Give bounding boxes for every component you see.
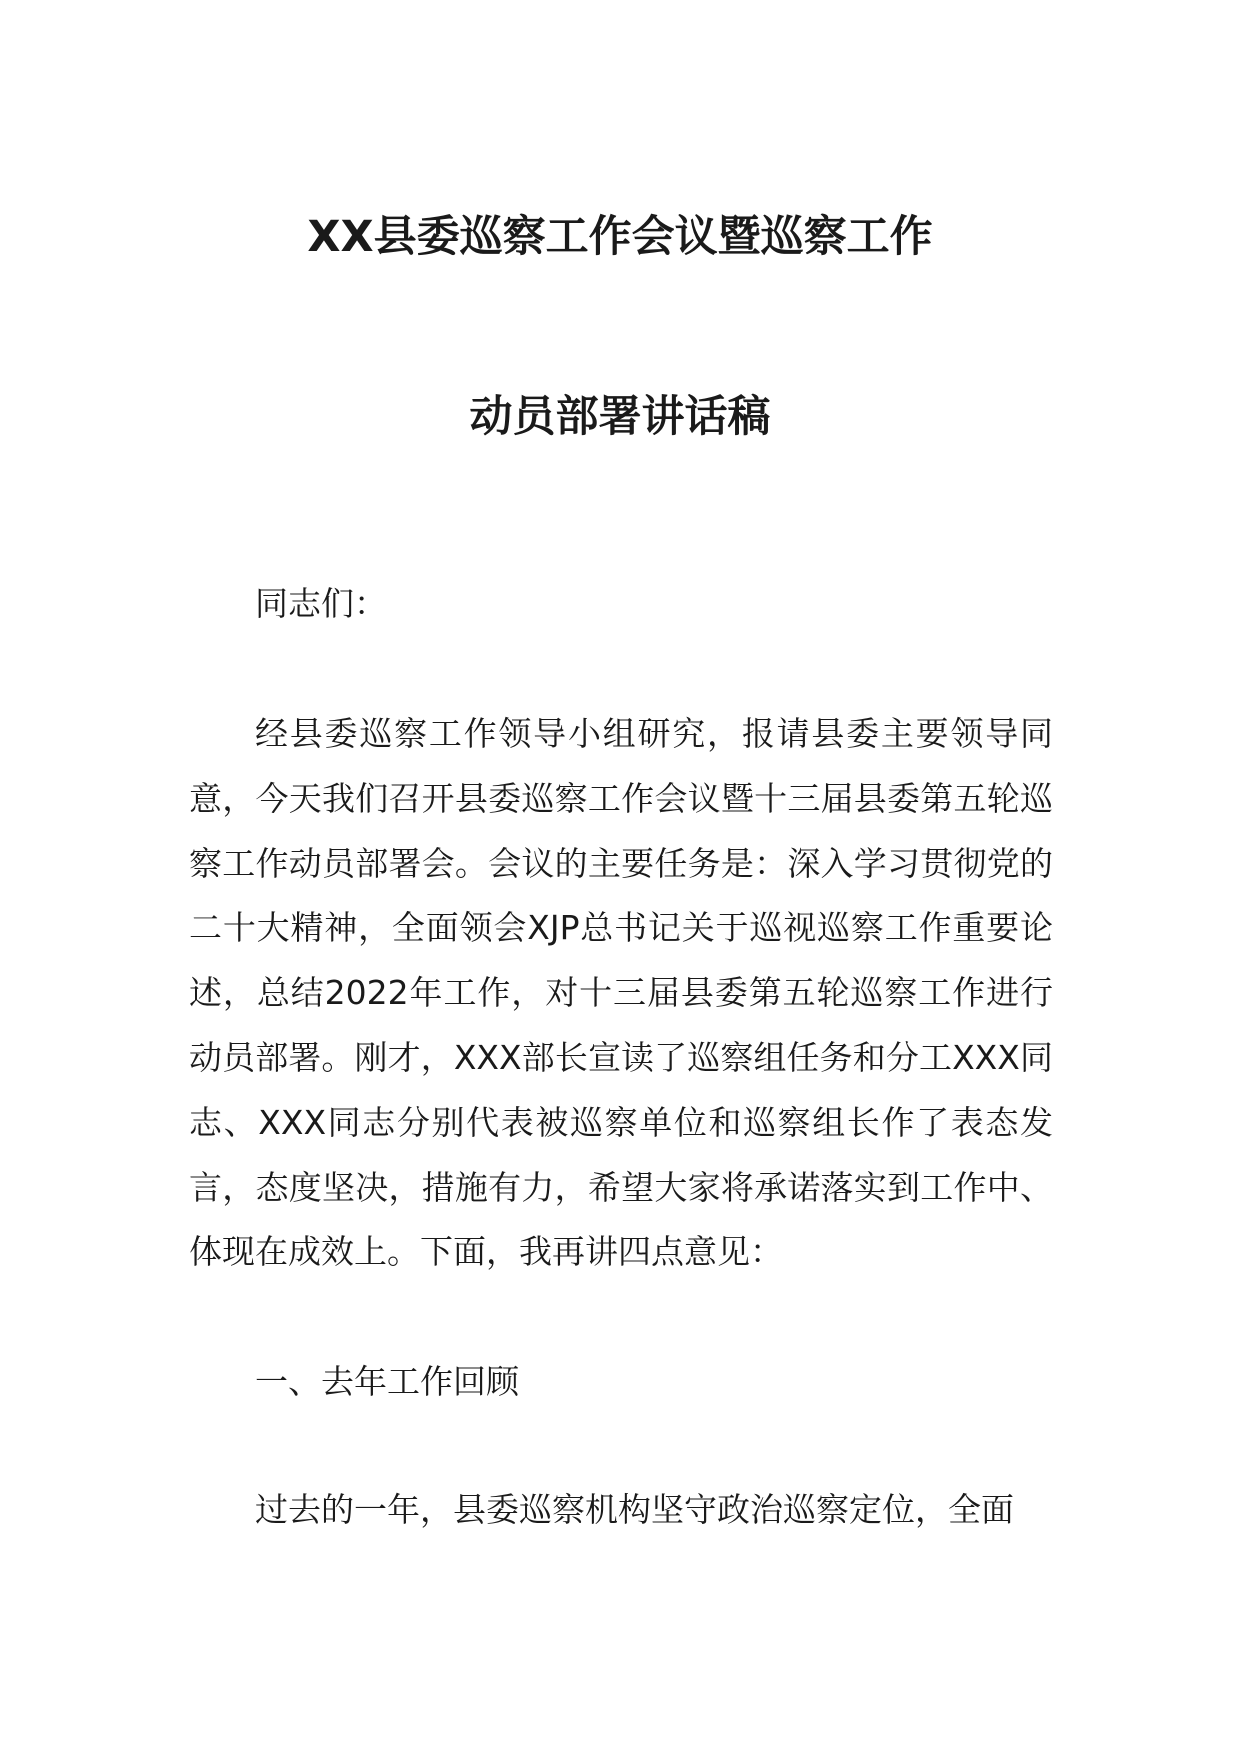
section-heading-1: 一、去年工作回顾	[255, 1362, 519, 1401]
body-paragraph-2: 过去的一年，县委巡察机构坚守政治巡察定位，全面	[255, 1490, 1014, 1529]
salutation: 同志们：	[255, 584, 387, 623]
body-paragraph-1: 经县委巡察工作领导小组研究，报请县委主要领导同意，今天我们召开县委巡察工作会议暨十三届县委第五轮巡察工作动员部署会。会议的主要任务是：深入学习贯彻党的二十大精神，全面领会XJP总书记关于巡视巡察工作重要论述，总结2022年工作，对十三届县委第五轮巡察工作进行动员部署。刚才，XXX部长宣读了巡察组任务和分工XXX同志、XXX同志分别代表被巡察单位和巡察组长作了表态发言，态度坚决，措施有力，希望大家将承诺落实到工作中、体现在成效上。下面，我再讲四点意见：	[189, 714, 1053, 1272]
document-title-line-2: 动员部署讲话稿	[469, 392, 771, 442]
document-title-line-1: XX县委巡察工作会议暨巡察工作	[307, 212, 933, 262]
